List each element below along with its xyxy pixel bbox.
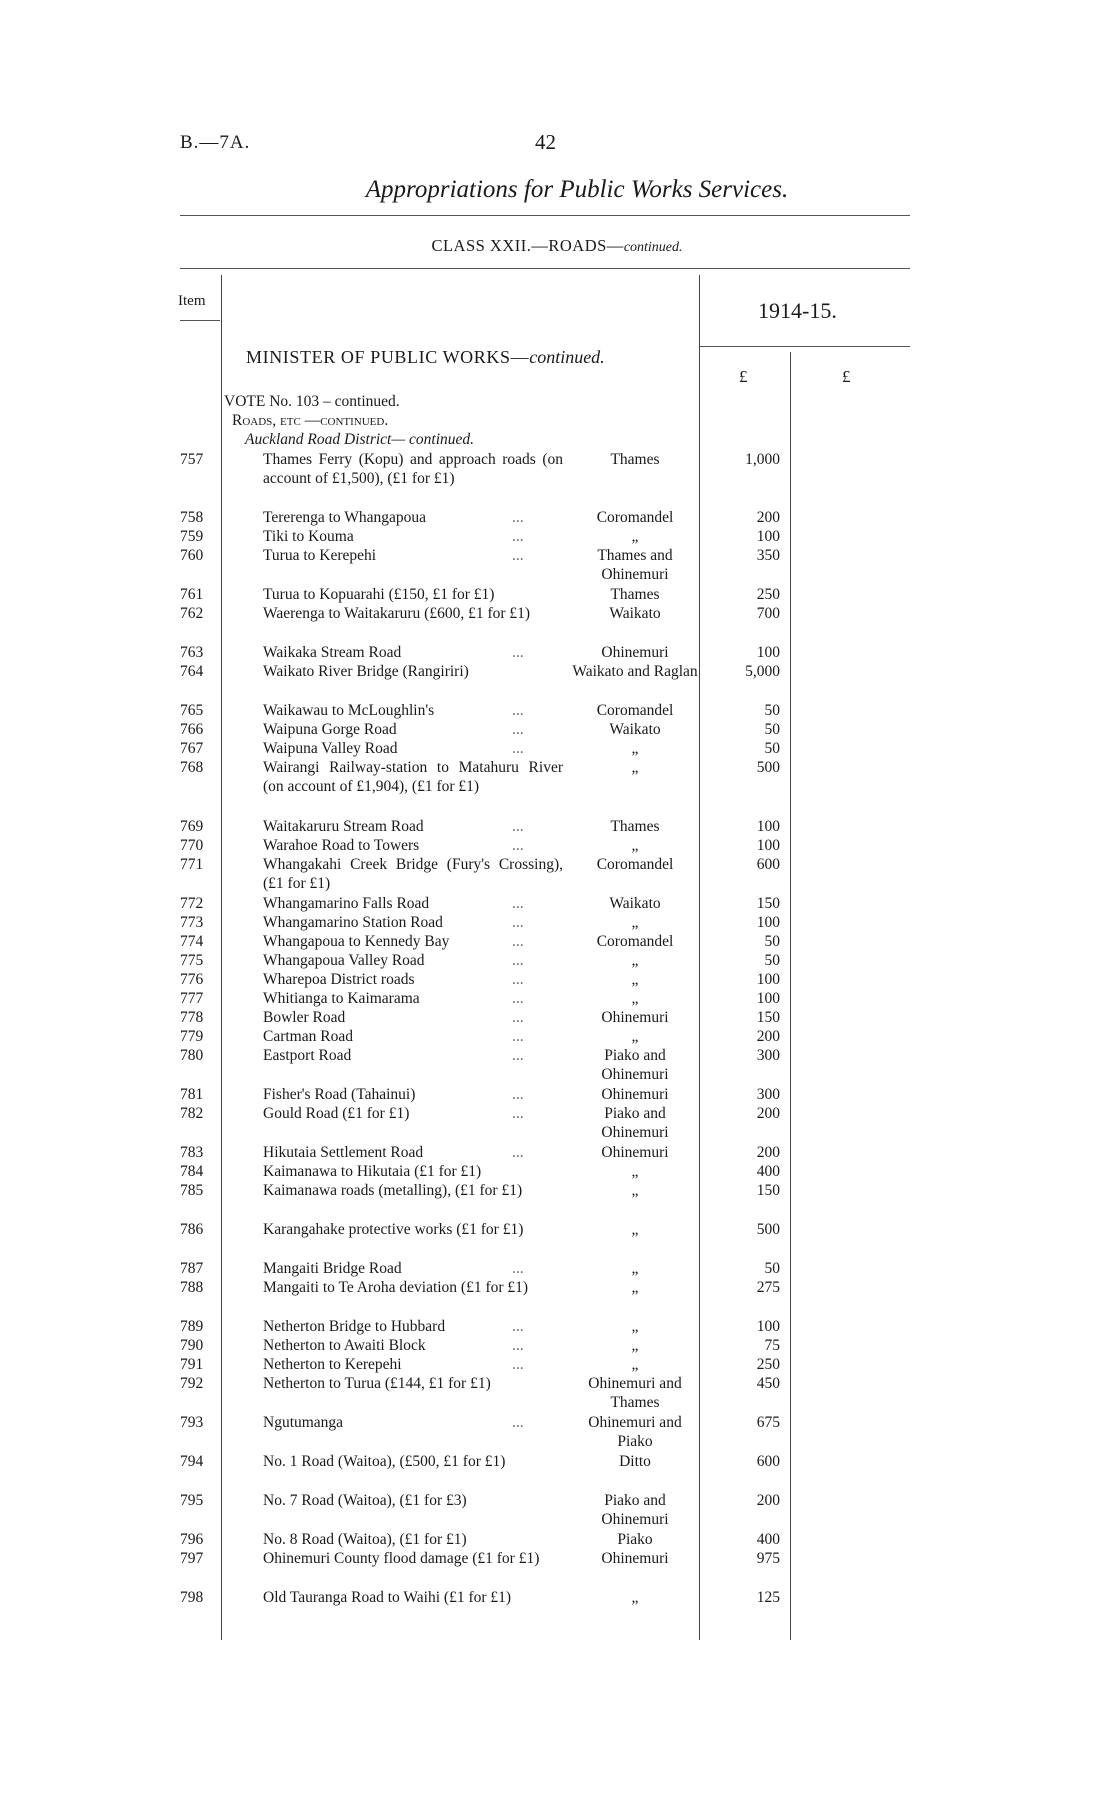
item-amount: 100 <box>756 644 780 661</box>
item-amount: 50 <box>764 740 780 757</box>
item-number: 779 <box>180 1028 204 1045</box>
leader-dots: ... <box>512 702 524 719</box>
item-district: Waikato <box>609 895 661 912</box>
item-number: 780 <box>180 1047 204 1064</box>
item-number: 766 <box>180 721 204 738</box>
district-heading: Auckland Road District— continued. <box>245 431 475 448</box>
class-title <box>0 236 1114 256</box>
item-number: 762 <box>180 605 204 622</box>
item-description: Cartman Road <box>263 1028 353 1045</box>
leader-dots: ... <box>512 952 524 969</box>
item-amount: 75 <box>764 1337 780 1354</box>
item-district: „ <box>631 1221 639 1238</box>
leader-dots: ... <box>512 1318 524 1335</box>
leader-dots: ... <box>512 1356 524 1373</box>
item-number: 785 <box>180 1182 204 1199</box>
item-district: „ <box>631 759 639 776</box>
item-amount: 150 <box>756 895 780 912</box>
item-district: „ <box>631 952 639 969</box>
item-description: Whangamarino Station Road <box>263 914 443 931</box>
item-amount: 200 <box>756 1492 780 1509</box>
leader-dots: ... <box>512 1414 524 1431</box>
item-description: No. 1 Road (Waitoa), (£500, £1 for £1) <box>263 1453 506 1470</box>
item-district: „ <box>631 740 639 757</box>
class-title-suffix: continued. <box>623 240 683 255</box>
item-number: 791 <box>180 1356 204 1373</box>
item-amount: 400 <box>756 1531 780 1548</box>
item-description: Waipuna Gorge Road <box>263 721 397 738</box>
item-amount: 100 <box>756 1318 780 1335</box>
item-number: 771 <box>180 856 204 873</box>
item-description: Old Tauranga Road to Waihi (£1 for £1) <box>263 1589 512 1606</box>
item-description: Fisher's Road (Tahainui) <box>263 1086 416 1103</box>
page-number: 42 <box>535 130 556 154</box>
item-description: Tererenga to Whangapoua <box>263 509 427 526</box>
item-amount: 1,000 <box>745 451 780 468</box>
item-description: Tiki to Kouma <box>263 528 354 545</box>
item-amount: 600 <box>756 1453 780 1470</box>
item-amount: 100 <box>756 971 780 988</box>
item-description: Waitakaruru Stream Road <box>263 818 424 835</box>
item-column-divider <box>221 275 222 1640</box>
leader-dots: ... <box>512 1047 524 1064</box>
leader-dots: ... <box>512 837 524 854</box>
item-district: „ <box>631 1182 639 1199</box>
item-district: „ <box>631 990 639 1007</box>
item-number: 783 <box>180 1144 204 1161</box>
leader-dots: ... <box>512 721 524 738</box>
item-amount: 125 <box>756 1589 780 1606</box>
item-number: 761 <box>180 586 204 603</box>
item-number: 784 <box>180 1163 204 1180</box>
leader-dots: ... <box>512 644 524 661</box>
item-description: Eastport Road <box>263 1047 352 1064</box>
item-amount: 100 <box>756 528 780 545</box>
item-district: Ohinemuri <box>601 1009 669 1026</box>
item-amount: 975 <box>756 1550 780 1567</box>
item-number: 774 <box>180 933 204 950</box>
item-number: 798 <box>180 1589 204 1606</box>
item-amount: 450 <box>756 1375 780 1392</box>
item-district: Piako and Ohinemuri <box>601 1492 669 1528</box>
item-amount: 500 <box>756 759 780 776</box>
item-description: Kaimanawa roads (metalling), (£1 for £1) <box>263 1182 523 1199</box>
year-header-rule <box>700 346 910 347</box>
leader-dots: ... <box>512 1337 524 1354</box>
item-amount: 50 <box>764 702 780 719</box>
item-amount: 100 <box>756 837 780 854</box>
item-description: Thames Ferry (Kopu) and approach roads (on account of £1,500), (£1 for £1) <box>263 451 563 487</box>
item-description: Wharepoa District roads <box>263 971 415 988</box>
item-amount: 200 <box>756 509 780 526</box>
item-description: Mangaiti Bridge Road <box>263 1260 402 1277</box>
item-amount: 100 <box>756 914 780 931</box>
item-district: „ <box>631 971 639 988</box>
item-district: Piako and Ohinemuri <box>601 1047 669 1083</box>
item-amount: 600 <box>756 856 780 873</box>
item-district: Ohinemuri <box>601 644 669 661</box>
leader-dots: ... <box>512 990 524 1007</box>
leader-dots: ... <box>512 1105 524 1122</box>
item-description: Turua to Kerepehi <box>263 547 377 564</box>
item-description: Whangapoua Valley Road <box>263 952 425 969</box>
item-description: Warahoe Road to Towers <box>263 837 420 854</box>
item-description: No. 8 Road (Waitoa), (£1 for £1) <box>263 1531 467 1548</box>
item-amount: 300 <box>756 1086 780 1103</box>
item-district: „ <box>631 1356 639 1373</box>
item-description: Ohinemuri County flood damage (£1 for £1) <box>263 1550 540 1567</box>
item-number: 781 <box>180 1086 204 1103</box>
item-description: Netherton to Kerepehi <box>263 1356 402 1373</box>
item-column-header: Item <box>178 293 206 309</box>
item-amount: 250 <box>756 1356 780 1373</box>
item-number: 787 <box>180 1260 204 1277</box>
item-district: „ <box>631 837 639 854</box>
item-amount: 5,000 <box>745 663 780 680</box>
item-district: Ohinemuri and Piako <box>588 1414 682 1450</box>
leader-dots: ... <box>512 509 524 526</box>
item-amount: 100 <box>756 818 780 835</box>
item-number: 767 <box>180 740 204 757</box>
item-district: Thames and Ohinemuri <box>597 547 673 583</box>
item-district: „ <box>631 528 639 545</box>
item-number: 795 <box>180 1492 204 1509</box>
item-number: 763 <box>180 644 204 661</box>
item-description: Netherton to Turua (£144, £1 for £1) <box>263 1375 491 1392</box>
item-description: Whitianga to Kaimarama <box>263 990 420 1007</box>
minister-heading-suffix: continued. <box>529 347 605 367</box>
item-description: Wairangi Railway-station to Matahuru River (on account of £1,904), (£1 for £1) <box>263 759 563 795</box>
item-amount: 50 <box>764 721 780 738</box>
item-amount: 150 <box>756 1182 780 1199</box>
item-number: 772 <box>180 895 204 912</box>
item-district: Coromandel <box>596 702 674 719</box>
item-description: Whangapoua to Kennedy Bay <box>263 933 450 950</box>
item-number: 793 <box>180 1414 204 1431</box>
leader-dots: ... <box>512 1144 524 1161</box>
leader-dots: ... <box>512 1009 524 1026</box>
item-description: Hikutaia Settlement Road <box>263 1144 424 1161</box>
item-district: Thames <box>610 818 660 835</box>
item-description: Waipuna Valley Road <box>263 740 398 757</box>
item-amount: 50 <box>764 933 780 950</box>
item-district: Ohinemuri <box>601 1144 669 1161</box>
item-description: No. 7 Road (Waitoa), (£1 for £3) <box>263 1492 467 1509</box>
item-district: Ohinemuri and Thames <box>588 1375 682 1411</box>
item-number: 788 <box>180 1279 204 1296</box>
item-amount: 100 <box>756 990 780 1007</box>
leader-dots: ... <box>512 547 524 564</box>
item-description: Whangakahi Creek Bridge (Fury's Crossing), (£1 for £1) <box>263 856 563 892</box>
item-number: 770 <box>180 837 204 854</box>
item-district: „ <box>631 1163 639 1180</box>
leader-dots: ... <box>512 1260 524 1277</box>
leader-dots: ... <box>512 895 524 912</box>
top-rule <box>180 215 910 216</box>
item-number: 758 <box>180 509 204 526</box>
item-number: 778 <box>180 1009 204 1026</box>
table-top-rule <box>180 268 910 269</box>
item-amount: 200 <box>756 1105 780 1122</box>
item-amount: 50 <box>764 952 780 969</box>
item-description: Mangaiti to Te Aroha deviation (£1 for £1) <box>263 1279 529 1296</box>
item-amount: 675 <box>756 1414 780 1431</box>
leader-dots: ... <box>512 933 524 950</box>
item-number: 773 <box>180 914 204 931</box>
item-description: Gould Road (£1 for £1) <box>263 1105 410 1122</box>
item-description: Karangahake protective works (£1 for £1) <box>263 1221 524 1238</box>
item-district: „ <box>631 914 639 931</box>
item-district: Waikato <box>609 721 661 738</box>
item-number: 796 <box>180 1531 204 1548</box>
item-number: 760 <box>180 547 204 564</box>
item-amount: 250 <box>756 586 780 603</box>
item-district: Waikato and Raglan <box>572 663 698 680</box>
item-amount: 200 <box>756 1028 780 1045</box>
item-amount: 150 <box>756 1009 780 1026</box>
item-number: 789 <box>180 1318 204 1335</box>
item-district: Coromandel <box>596 509 674 526</box>
item-number: 776 <box>180 971 204 988</box>
item-amount: 400 <box>756 1163 780 1180</box>
item-district: „ <box>631 1279 639 1296</box>
item-description: Ngutumanga <box>263 1414 344 1431</box>
item-district: Ohinemuri <box>601 1550 669 1567</box>
amount-column-divider <box>790 352 791 1640</box>
item-district: Ohinemuri <box>601 1086 669 1103</box>
item-district: Thames <box>610 586 660 603</box>
item-description: Netherton to Awaiti Block <box>263 1337 426 1354</box>
currency-label-2: £ <box>842 367 851 386</box>
item-number: 797 <box>180 1550 204 1567</box>
page-title <box>0 176 1114 204</box>
item-number: 786 <box>180 1221 204 1238</box>
item-district: Waikato <box>609 605 661 622</box>
item-description: Kaimanawa to Hikutaia (£1 for £1) <box>263 1163 482 1180</box>
item-amount: 200 <box>756 1144 780 1161</box>
item-district: Piako and Ohinemuri <box>601 1105 669 1141</box>
item-amount: 500 <box>756 1221 780 1238</box>
class-title-text: CLASS XXII.—ROADS— <box>431 236 624 255</box>
item-number: 775 <box>180 952 204 969</box>
item-number: 769 <box>180 818 204 835</box>
leader-dots: ... <box>512 971 524 988</box>
item-number: 768 <box>180 759 204 776</box>
page-title-text: Appropriations for Public Works Services. <box>365 176 789 203</box>
item-number: 777 <box>180 990 204 1007</box>
item-description: Bowler Road <box>263 1009 346 1026</box>
item-district: „ <box>631 1028 639 1045</box>
item-description: Waikawau to McLoughlin's <box>263 702 435 719</box>
item-district: Thames <box>610 451 660 468</box>
year-column-header: 1914-15. <box>758 298 837 323</box>
item-description: Waikato River Bridge (Rangiriri) <box>263 663 469 680</box>
minister-heading <box>246 347 605 368</box>
minister-heading-text: MINISTER OF PUBLIC WORKS— <box>246 347 530 367</box>
item-district: Coromandel <box>596 856 674 873</box>
item-district: Ditto <box>619 1453 651 1470</box>
item-description: Waikaka Stream Road <box>263 644 402 661</box>
item-district: „ <box>631 1337 639 1354</box>
item-number: 794 <box>180 1453 204 1470</box>
item-description: Whangamarino Falls Road <box>263 895 430 912</box>
item-district: Coromandel <box>596 933 674 950</box>
leader-dots: ... <box>512 914 524 931</box>
vote-heading: VOTE No. 103 – continued. <box>224 393 400 410</box>
leader-dots: ... <box>512 528 524 545</box>
item-number: 764 <box>180 663 204 680</box>
item-number: 790 <box>180 1337 204 1354</box>
item-amount: 700 <box>756 605 780 622</box>
leader-dots: ... <box>512 818 524 835</box>
item-number: 792 <box>180 1375 204 1392</box>
item-amount: 50 <box>764 1260 780 1277</box>
item-description: Netherton Bridge to Hubbard <box>263 1318 446 1335</box>
item-number: 782 <box>180 1105 204 1122</box>
item-number: 757 <box>180 451 204 468</box>
item-district: „ <box>631 1318 639 1335</box>
roads-heading: Roads, etc —continued. <box>232 412 389 429</box>
leader-dots: ... <box>512 740 524 757</box>
item-amount: 275 <box>756 1279 780 1296</box>
document-reference: B.—7A. <box>180 132 251 153</box>
item-number: 759 <box>180 528 204 545</box>
leader-dots: ... <box>512 1028 524 1045</box>
item-district: „ <box>631 1260 639 1277</box>
item-description: Turua to Kopuarahi (£150, £1 for £1) <box>263 586 495 603</box>
item-description: Waerenga to Waitakaruru (£600, £1 for £1) <box>263 605 531 622</box>
currency-label-1: £ <box>739 367 748 386</box>
leader-dots: ... <box>512 1086 524 1103</box>
item-number: 765 <box>180 702 204 719</box>
item-district: „ <box>631 1589 639 1606</box>
item-amount: 350 <box>756 547 780 564</box>
item-header-rule <box>180 320 220 321</box>
item-amount: 300 <box>756 1047 780 1064</box>
item-district: Piako <box>617 1531 653 1548</box>
